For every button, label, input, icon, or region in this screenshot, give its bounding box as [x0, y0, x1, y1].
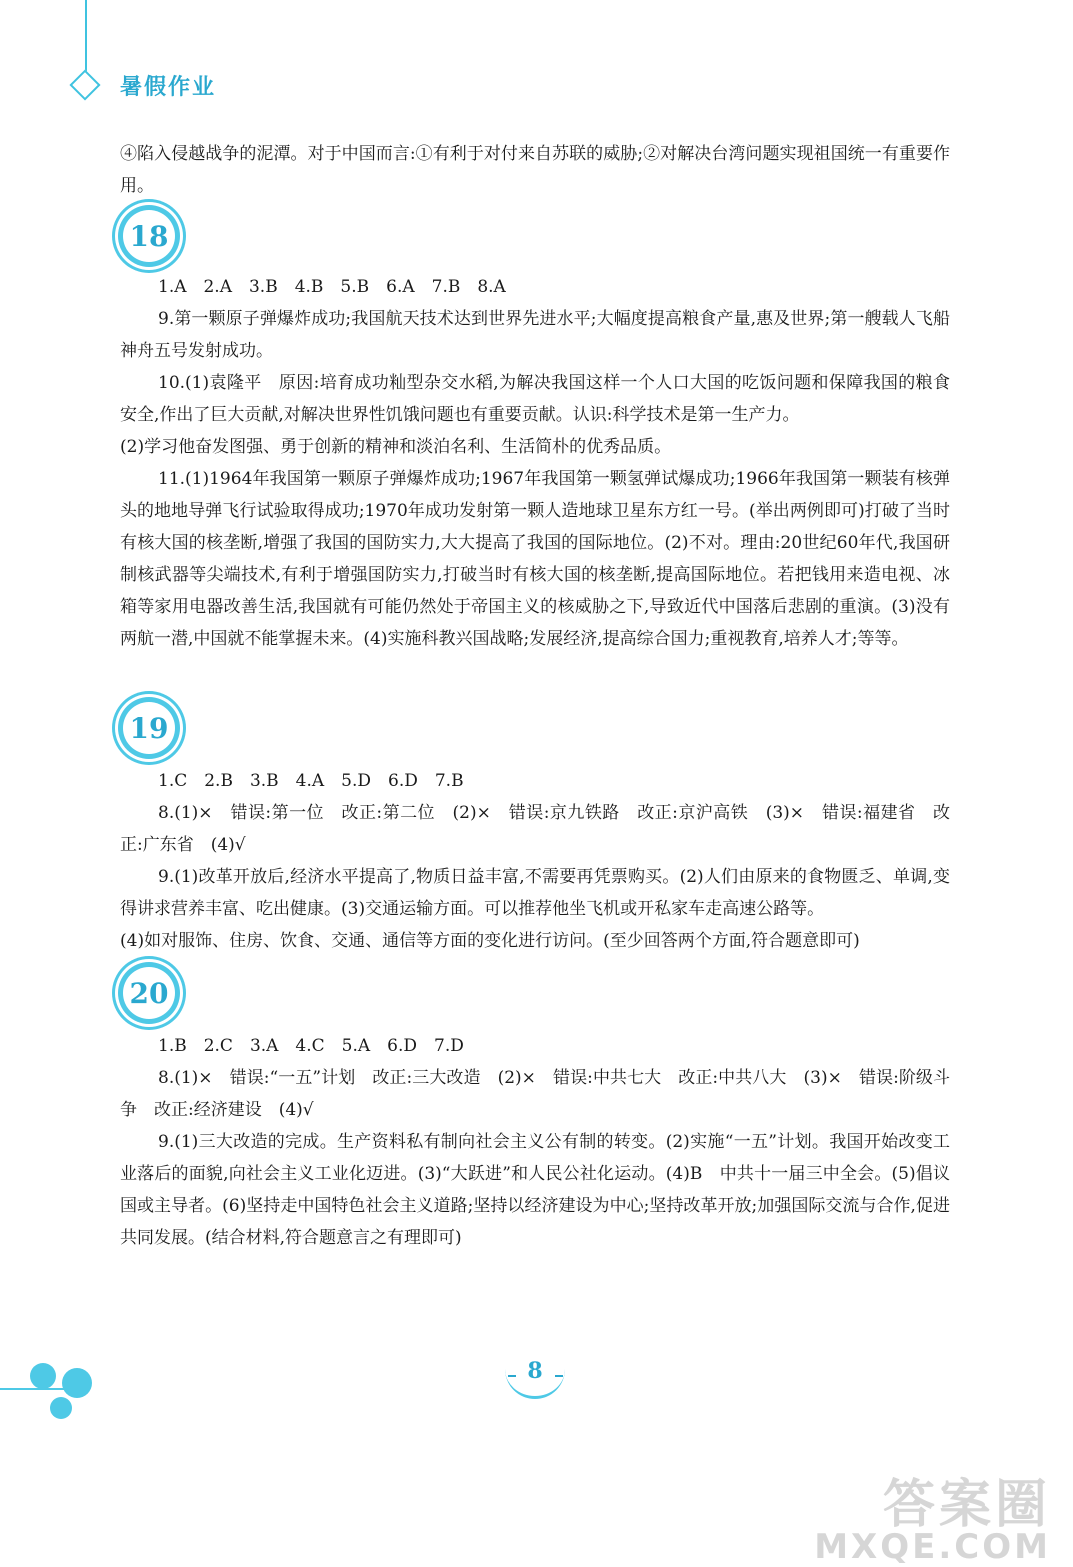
answer-paragraph: 8.(1)× 错误:“一五”计划 改正:三大改造 (2)× 错误:中共七大 改正:中共八大 (3)× 错误:阶级斗争 改正:经济建设 (4)√	[120, 1068, 950, 1120]
section-badge-19	[118, 697, 180, 759]
answer-paragraph: (2)学习他奋发图强、勇于创新的精神和淡泊名利、生活简朴的优秀品质。	[120, 437, 672, 457]
dot-icon	[62, 1368, 92, 1398]
watermark-url: MXQE.COM	[814, 1527, 1051, 1567]
answer-paragraph: 11.(1)1964年我国第一颗原子弹爆炸成功;1967年我国第一颗氢弹试爆成功;1966年我国第一颗装有核弹头的地地导弹飞行试验取得成功;1970年成功发射第一颗人造地球卫星东方红一号。(举出两例即可)打破了当时有核大国的核垄断,增强了我国的国防实力,大大提高了我国的国际地位。(2)不对。理由:20世纪60年代,我国研制核武器等尖端技术,有利于增强国防实力,打破当时有核大国的核垄断,提高国际地位。若把钱用来造电视、冰箱等家用电器改善生活,我国就有可能仍然处于帝国主义的核威胁之下,导致近代中国落后悲剧的重演。(3)没有两航一潜,中国就不能掌握未来。(4)实施科教兴国战略;发展经济,提高综合国力;重视教育,培养人才;等等。	[120, 469, 950, 649]
watermark-logo-text: 答案圈	[882, 1475, 1051, 1535]
footer-line	[0, 1388, 70, 1390]
section-20	[120, 1030, 950, 1254]
section-badge-18	[118, 205, 180, 267]
section-number: 20	[123, 967, 175, 1019]
choice-answers: 1.A 2.A 3.B 4.B 5.B 6.A 7.B 8.A	[158, 277, 506, 297]
answer-paragraph: 9.第一颗原子弹爆炸成功;我国航天技术达到世界先进水平;大幅度提高粮食产量,惠及世界;第一艘载人飞船神舟五号发射成功。	[120, 309, 950, 361]
watermark	[814, 1462, 1051, 1567]
section-19	[120, 765, 950, 957]
intro-block	[120, 138, 950, 202]
section-18	[120, 271, 950, 655]
dot-icon	[30, 1363, 56, 1389]
page-number-arc	[505, 1360, 565, 1399]
section-number: 19	[123, 702, 175, 754]
answer-paragraph: 10.(1)袁隆平 原因:培育成功籼型杂交水稻,为解决我国这样一个人口大国的吃饭问题和保障我国的粮食安全,作出了巨大贡献,对解决世界性饥饿问题也有重要贡献。认识:科学技术是第一生产力。	[120, 373, 950, 425]
answer-paragraph: 8.(1)× 错误:第一位 改正:第二位 (2)× 错误:京九铁路 改正:京沪高铁 (3)× 错误:福建省 改正:广东省 (4)√	[120, 803, 950, 855]
page-number: 8	[527, 1358, 543, 1384]
header-vertical-line	[85, 0, 87, 72]
intro-text: ④陷入侵越战争的泥潭。对于中国而言:①有利于对付来自苏联的威胁;②对解决台湾问题实现祖国统一有重要作用。	[120, 144, 950, 196]
choice-answers: 1.C 2.B 3.B 4.A 5.D 6.D 7.B	[158, 771, 464, 791]
section-number: 18	[123, 210, 175, 262]
answer-paragraph: (4)如对服饰、住房、饮食、交通、通信等方面的变化进行访问。(至少回答两个方面,符合题意即可)	[120, 931, 860, 951]
section-badge-20	[118, 962, 180, 1024]
choice-answers: 1.B 2.C 3.A 4.C 5.A 6.D 7.D	[158, 1036, 464, 1056]
diamond-icon	[69, 69, 100, 100]
page-header-title: 暑假作业	[120, 74, 217, 100]
answer-paragraph: 9.(1)改革开放后,经济水平提高了,物质日益丰富,不需要再凭票购买。(2)人们由原来的食物匮乏、单调,变得讲求营养丰富、吃出健康。(3)交通运输方面。可以推荐他坐飞机或开私家车走高速公路等。	[120, 867, 950, 919]
dot-icon	[50, 1397, 72, 1419]
answer-paragraph: 9.(1)三大改造的完成。生产资料私有制向社会主义公有制的转变。(2)实施“一五”计划。我国开始改变工业落后的面貌,向社会主义工业化迈进。(3)“大跃进”和人民公社化运动。(4)B 中共十一届三中全会。(5)倡议国或主导者。(6)坚持走中国特色社会主义道路;坚持以经济建设为中心;坚持改革开放;加强国际交流与合作,促进共同发展。(结合材料,符合题意言之有理即可)	[120, 1132, 950, 1248]
